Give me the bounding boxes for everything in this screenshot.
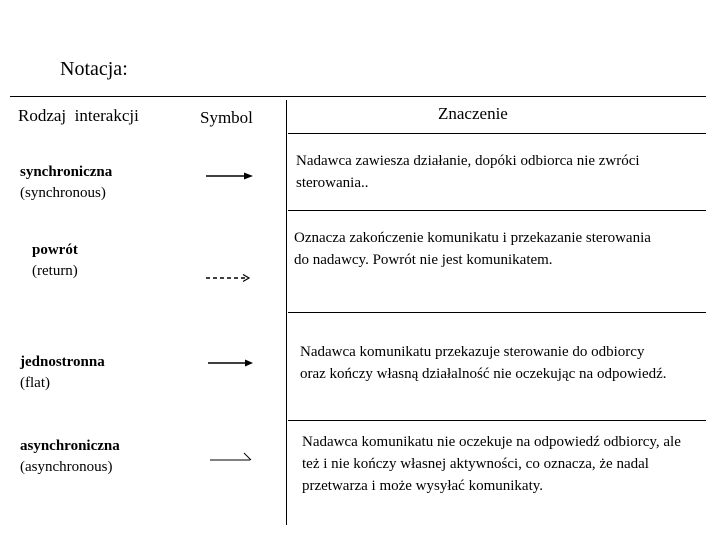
- interaction-name: asynchroniczna: [20, 438, 120, 454]
- interaction-name: powrót: [32, 242, 78, 258]
- interaction-description: Nadawca zawiesza działanie, dopóki odbiorca nie zwróci sterowania..: [296, 153, 640, 191]
- table-row: [32, 240, 78, 282]
- table-row: [20, 436, 120, 478]
- return-arrow-icon: [206, 272, 252, 284]
- header-bottom-line: [288, 133, 706, 134]
- page-title: Notacja:: [60, 58, 128, 80]
- interaction-name: synchroniczna: [20, 164, 113, 180]
- synchronous-arrow-icon: [206, 170, 254, 182]
- flat-arrow-icon: [208, 357, 254, 369]
- header-meaning: Znaczenie: [438, 104, 508, 123]
- interaction-description: Nadawca komunikatu nie oczekuje na odpowiedź odbiorcy, ale też i nie kończy własnej aktywności, co oznacza, że nadal przetwarza i może wysyłać komunikaty.: [302, 434, 681, 494]
- interaction-description: Nadawca komunikatu przekazuje sterowanie do odbiorcy oraz kończy własną działalność nie oczekując na odpowiedź.: [300, 344, 667, 382]
- interaction-english: (flat): [20, 375, 50, 391]
- row-divider-2: [288, 312, 706, 313]
- interaction-english: (asynchronous): [20, 459, 113, 475]
- interaction-english: (return): [32, 263, 78, 279]
- header-symbol: Symbol: [200, 108, 253, 127]
- table-row: [20, 162, 112, 204]
- interaction-english: (synchronous): [20, 185, 106, 201]
- header-interaction-type: Rodzaj interakcji: [18, 106, 139, 125]
- row-divider-1: [288, 210, 706, 211]
- table-row: [20, 352, 105, 394]
- asynchronous-arrow-icon: [210, 450, 254, 464]
- interaction-description: Oznacza zakończenie komunikatu i przekazanie sterowania do nadawcy. Powrót nie jest komunikatem.: [294, 230, 651, 268]
- interaction-name: jednostronna: [20, 354, 105, 370]
- column-divider: [286, 100, 287, 525]
- row-divider-3: [288, 420, 706, 421]
- header-top-line: [10, 96, 706, 97]
